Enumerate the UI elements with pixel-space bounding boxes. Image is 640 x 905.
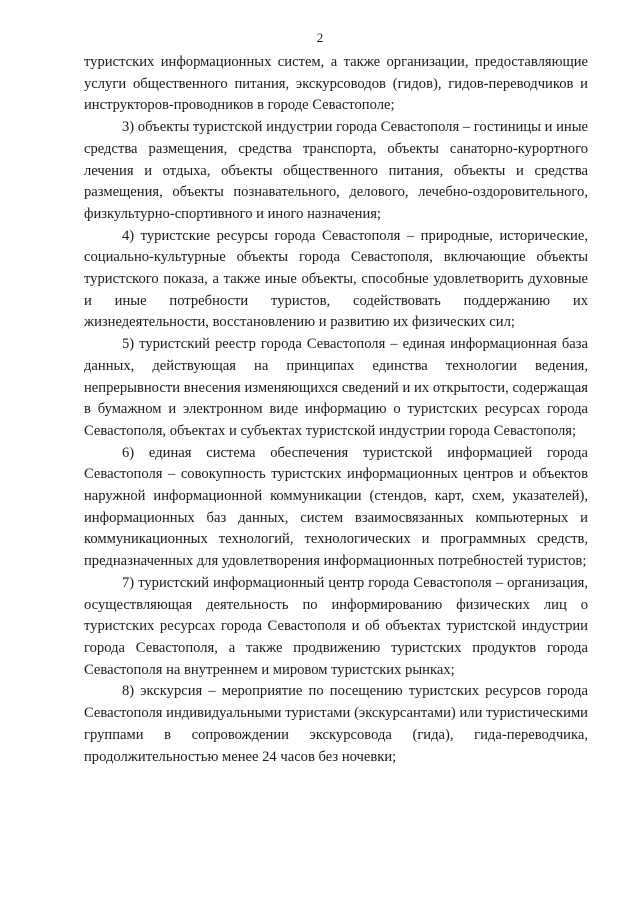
paragraph-item-4: 4) туристские ресурсы города Севастополя – природные, исторические, социально-культурные объекты города Севастополя, включающие объекты туристского показа, а также иные объекты, способные удовлетворить духовные и иные потребности туристов, содействовать поддержанию их жизнедеятельности, восстановлению и развитию их физических сил; [84,227,588,331]
paragraph-continuation: туристских информационных систем, а также организации, предоставляющие услуги общественного питания, экскурсоводов (гидов), гидов-переводчиков и инструкторов-проводников в городе Севастополе; [84,54,588,114]
paragraph-item-5: 5) туристский реестр города Севастополя – единая информационная база данных, действующая на принципах единства технологии ведения, непрерывности внесения изменяющихся сведений и их открытости, содержащая в бумажном и электронном виде информацию о туристских ресурсах города Севастополя, объектах и субъектах туристской индустрии города Севастополя; [84,336,588,439]
document-body [84,52,588,768]
paragraph-item-8: 8) экскурсия – мероприятие по посещению туристских ресурсов города Севастополя индивидуальными туристами (экскурсантами) или туристическими группами в сопровождении экскурсовода (гида), гида-переводчика, продолжительностью менее 24 часов без ночевки; [84,683,588,765]
paragraph-item-6: 6) единая система обеспечения туристской информацией города Севастополя – совокупность туристских информационных центров и объектов наружной информационной коммуникации (стендов, карт, схем, указателей), информационных баз данных, систем взаимосвязанных компьютерных и коммуникационных технологий, технологических и программных средств, предназначенных для удовлетворения информационных потребностей туристов; [84,444,588,570]
paragraph-item-3: 3) объекты туристской индустрии города Севастополя – гостиницы и иные средства размещения, средства транспорта, объекты санаторно-курортного лечения и отдыха, объекты общественного питания, объекты и средства размещения, объекты познавательного, делового, лечебно-оздоровительного, физкультурно-спортивного и иного назначения; [84,119,588,222]
paragraph-item-7: 7) туристский информационный центр города Севастополя – организация, осуществляющая деятельность по информированию физических лиц о туристских ресурсах города Севастополя и об объектах туристской индустрии города Севастополя, а также продвижению туристских продуктов города Севастополя на внутреннем и мировом туристских рынках; [84,574,588,678]
page-number: 2 [316,30,324,45]
